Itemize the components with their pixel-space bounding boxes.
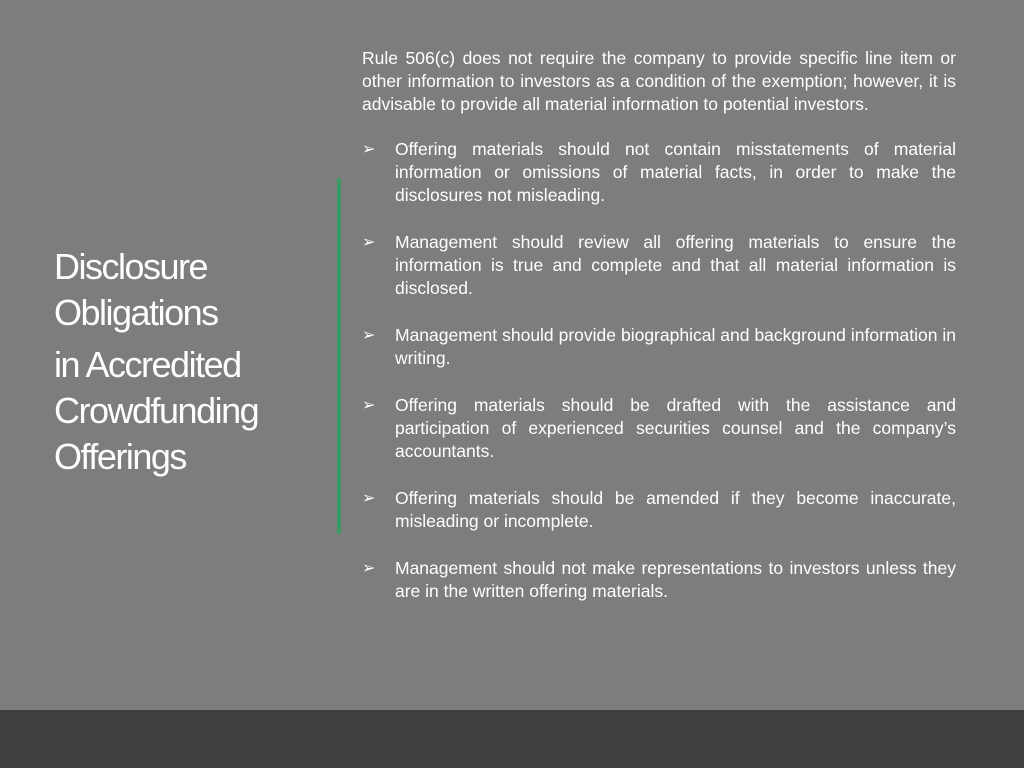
bullet-text: Management should review all offering materials to ensure the information is true and complete and that all material information is disclosed. xyxy=(395,232,956,298)
accent-divider-line xyxy=(337,178,341,534)
title-line-3: in Accredited xyxy=(54,344,241,385)
bullet-text: Offering materials should not contain misstatements of material information or omissions of material facts, in order to make the disclosures not misleading. xyxy=(395,139,956,205)
bullet-text: Management should provide biographical and background information in writing. xyxy=(395,325,956,368)
bullet-item xyxy=(362,138,956,207)
bullet-item xyxy=(362,324,956,370)
bullet-item xyxy=(362,394,956,463)
arrowhead-bullet-icon: ➢ xyxy=(362,397,376,414)
bullet-item xyxy=(362,231,956,300)
title-line-5: Offerings xyxy=(54,436,186,477)
title-line-2: Obligations xyxy=(54,292,218,333)
bullet-text: Management should not make representations to investors unless they are in the written offering materials. xyxy=(395,558,956,601)
bullet-list xyxy=(362,138,956,603)
arrowhead-bullet-icon: ➢ xyxy=(362,141,376,158)
bullet-item xyxy=(362,557,956,603)
arrowhead-bullet-icon: ➢ xyxy=(362,490,376,507)
title-line-4: Crowdfunding xyxy=(54,390,259,431)
arrowhead-bullet-icon: ➢ xyxy=(362,327,376,344)
arrowhead-bullet-icon: ➢ xyxy=(362,560,376,577)
slide-title xyxy=(54,244,334,480)
bullet-text: Offering materials should be amended if they become inaccurate, misleading or incomplete. xyxy=(395,488,956,531)
footer-bar xyxy=(0,710,1024,768)
arrowhead-bullet-icon: ➢ xyxy=(362,234,376,251)
intro-paragraph: Rule 506(c) does not require the company to provide specific line item or other information to investors as a condition of the exemption; however, it is advisable to provide all material information to potential investors. xyxy=(362,48,956,114)
title-line-1: Disclosure xyxy=(54,246,208,287)
bullet-text: Offering materials should be drafted with the assistance and participation of experienced securities counsel and the company’s accountants. xyxy=(395,395,956,461)
slide-content xyxy=(362,47,956,627)
bullet-item xyxy=(362,487,956,533)
